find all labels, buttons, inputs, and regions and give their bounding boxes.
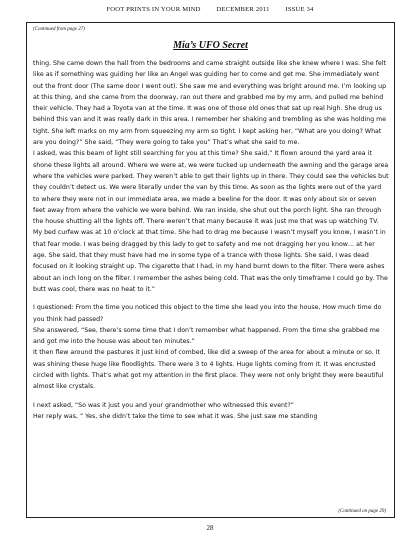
paragraph: I asked, was this beam of light still searching for you at this time? She said,” It flown around the yard area it shone these lights all around. Where we were at, we were tucked up underneath the awning and the garage area where the vehicles were parked. They weren’t able to get their lights up in there. They could see the vehicles but they couldn’t detect us. We were literally under the van by this time. As soon as the lights were out of the yard to where they were not in our immediate area, we made a beeline for the door. It was only about six or seven feet away from where the vehicle we were behind. We ran inside, she shut out the porch light. She ran through the house shutting all the lights off. There weren’t that many because it was just me that was up watching TV. My bed curfew was at 10 o’clock at that time. She had to drag me because I wasn’t myself you know, I wasn’t in that fear mode. I was being dragged by this lady to get to safety and me not dragging her you know… at her age. She said, that they must have had me in some type of a trance with those lights. She said, I was dead focused on it looking straight up. The cigarette that I had, in my hand burnt down to the filter. There were ashes about an inch long on the filter. I remember the ashes being cold. That was the only timeframe I could go by. The butt was cool, there was no heat to it.” [33, 150, 389, 293]
article-frame [26, 22, 395, 518]
paragraph: thing. She came down the hall from the bedrooms and came straight outside like she knew where I was. She felt like as if something was guiding her like an Angel was guiding her to come and get me. She immediately went out the front door (The same door I went out). She saw me and everything was bright around me. I’m looking up at this thing, and she came from the doorway, ran out there and grabbed me by my arm, and pulled me behind their vehicle. They had a Toyota van at the time. It was one of those old ones that sat up real high. She drug us behind this van and it was really dark in this area. I remember her shaking and trembling as she was holding me tight. She left marks on my arm from squeezing my arm so tight. I kept asking her, “What are you doing? What are you doing?” She said, “They were going to take you” That’s what she said to me. [33, 60, 387, 147]
issue-number: ISSUE 34 [285, 6, 314, 13]
article-title: Mia’s UFO Secret [173, 40, 248, 51]
paragraph: I next asked, “So was it just you and your grandmother who witnessed this event?” [33, 401, 295, 409]
continued-on-link[interactable]: (Continued on page 29) [338, 509, 386, 514]
paragraph: I questioned: From the time you noticed this object to the time she lead you into the house, How much time do you think had passed? [33, 304, 382, 323]
issue-date: DECEMBER 2011 [216, 6, 270, 13]
paragraph: It then flew around the pastures it just kind of combed, like did a sweep of the area for about a minute or so. It was shining these huge like floodlights. There were 3 to 4 lights. Huge lights coming from it. It was encrusted circled with lights. That’s what got my attention in the first place. They were not only bright they were beautiful almost like crystals. [33, 349, 384, 391]
article-body [33, 58, 389, 422]
running-header [0, 6, 420, 13]
paragraph: Her reply was, “ Yes, she didn’t take the time to see what it was. She just saw me standing [33, 412, 318, 420]
page-number: 28 [206, 524, 214, 532]
publication-name: FOOT PRINTS IN YOUR MIND [106, 6, 201, 13]
continued-from-note: (Continued from page 27) [33, 27, 85, 32]
paragraph: She answered, “See, there’s some time that I don’t remember what happened. From the time she grabbed me and got me into the house was about ten minutes.” [33, 326, 380, 346]
